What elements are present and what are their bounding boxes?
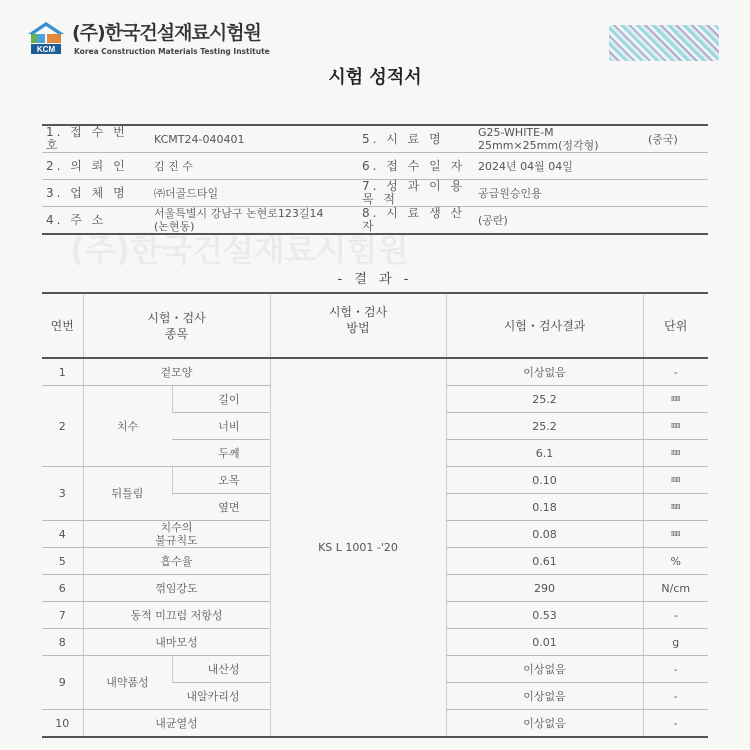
col-header-no: 연번 — [42, 293, 83, 358]
info-row — [42, 207, 708, 235]
table-row — [42, 358, 708, 386]
info-label: 6. 접 수 일 자 — [358, 153, 474, 180]
info-value — [150, 207, 358, 235]
row-result: 0.18 — [446, 494, 643, 521]
info-value: 김 진 수 — [150, 153, 358, 180]
page-title: 시험 성적서 — [328, 67, 422, 88]
row-unit: % — [643, 548, 708, 575]
address-line1: 서울특별시 강남구 논현로123길14 — [154, 207, 324, 220]
info-row — [42, 125, 708, 153]
row-no: 5 — [42, 548, 83, 575]
info-table — [42, 124, 708, 235]
row-unit: N/cm — [643, 575, 708, 602]
row-unit: ㎜ — [643, 413, 708, 440]
item-line: 치수의 — [160, 521, 193, 534]
row-item: 뒤틀림 — [83, 467, 172, 521]
header-line: 종목 — [164, 326, 189, 341]
info-row — [42, 153, 708, 180]
row-unit: - — [643, 710, 708, 738]
item-line: 불규칙도 — [155, 534, 198, 547]
row-no: 1 — [42, 358, 83, 386]
sample-size: 25mm×25mm(정각형) — [478, 139, 599, 152]
row-no: 3 — [42, 467, 83, 521]
org-name-ko: (주)한국건설재료시험원 — [72, 22, 261, 44]
row-no: 7 — [42, 602, 83, 629]
org-name-en: Korea Construction Materials Testing Institute — [74, 47, 270, 56]
info-label: 5. 시 료 명 — [358, 125, 474, 153]
kcm-logo — [28, 22, 64, 56]
header-line: 방법 — [346, 321, 370, 335]
row-unit: ㎜ — [643, 440, 708, 467]
watermark: (주)한국건설재료시험원 — [70, 231, 409, 269]
row-result: 25.2 — [446, 413, 643, 440]
row-unit: ㎜ — [643, 386, 708, 413]
info-value: 공급원승인용 — [474, 180, 708, 207]
row-subitem: 내산성 — [172, 656, 270, 683]
row-subitem: 두께 — [172, 440, 270, 467]
row-subitem: 길이 — [172, 386, 270, 413]
row-result: 25.2 — [446, 386, 643, 413]
row-result: 이상없음 — [446, 656, 643, 683]
row-unit: ㎜ — [643, 467, 708, 494]
info-value: KCMT24-040401 — [150, 125, 358, 153]
col-header-result: 시험・검사결과 — [446, 293, 643, 358]
info-value: 2024년 04월 04일 — [474, 153, 708, 180]
row-no: 4 — [42, 521, 83, 548]
row-no: 6 — [42, 575, 83, 602]
row-no: 10 — [42, 710, 83, 738]
row-result: 0.08 — [446, 521, 643, 548]
col-header-item — [83, 293, 270, 358]
info-value-origin: (중국) — [644, 125, 708, 153]
info-label: 8. 시 료 생 산 자 — [358, 207, 474, 235]
sample-name: G25-WHITE-M — [478, 126, 554, 139]
info-value — [474, 125, 644, 153]
col-header-unit: 단위 — [643, 293, 708, 358]
test-method: KS L 1001 -'20 — [270, 358, 446, 737]
row-no: 2 — [42, 386, 83, 467]
row-result: 0.01 — [446, 629, 643, 656]
results-title: - 결 과 - — [337, 272, 413, 287]
info-label: 1. 접 수 번 호 — [42, 125, 150, 153]
row-no: 9 — [42, 656, 83, 710]
row-result: 이상없음 — [446, 683, 643, 710]
info-row — [42, 180, 708, 207]
row-item: 내균열성 — [83, 710, 270, 738]
svg-text:KCM: KCM — [36, 45, 56, 54]
info-label: 2. 의 뢰 인 — [42, 153, 150, 180]
row-no: 8 — [42, 629, 83, 656]
info-label: 7. 성 과 이 용 목 적 — [358, 180, 474, 207]
row-subitem: 옆면 — [172, 494, 270, 521]
row-unit: - — [643, 358, 708, 386]
row-item: 겉모양 — [83, 358, 270, 386]
address-line2: (논현동) — [154, 220, 195, 233]
results-table — [42, 292, 708, 738]
row-unit: g — [643, 629, 708, 656]
row-result: 290 — [446, 575, 643, 602]
info-label: 3. 업 체 명 — [42, 180, 150, 207]
row-subitem: 오목 — [172, 467, 270, 494]
row-result: 0.10 — [446, 467, 643, 494]
row-unit: ㎜ — [643, 521, 708, 548]
row-subitem: 내알카리성 — [172, 683, 270, 710]
row-item: 흡수율 — [83, 548, 270, 575]
row-result: 0.61 — [446, 548, 643, 575]
header-line: 시험・검사 — [328, 305, 388, 319]
info-value: (공란) — [474, 207, 708, 235]
row-item — [83, 521, 270, 548]
row-unit: - — [643, 656, 708, 683]
row-item: 치수 — [83, 386, 172, 467]
info-label: 4. 주 소 — [42, 207, 150, 235]
header-line: 시험・검사 — [147, 310, 206, 325]
row-result: 이상없음 — [446, 710, 643, 738]
row-result: 이상없음 — [446, 358, 643, 386]
row-item: 꺾임강도 — [83, 575, 270, 602]
hologram-seal — [609, 25, 719, 61]
row-result: 6.1 — [446, 440, 643, 467]
row-item: 내약품성 — [83, 656, 172, 710]
row-result: 0.53 — [446, 602, 643, 629]
row-item: 내마모성 — [83, 629, 270, 656]
row-unit: - — [643, 683, 708, 710]
col-header-method — [270, 293, 446, 358]
info-value: ㈜더골드타일 — [150, 180, 358, 207]
header-row — [42, 293, 708, 358]
row-unit: ㎜ — [643, 494, 708, 521]
row-unit: - — [643, 602, 708, 629]
row-item: 동적 미끄럼 저항성 — [83, 602, 270, 629]
row-subitem: 너비 — [172, 413, 270, 440]
